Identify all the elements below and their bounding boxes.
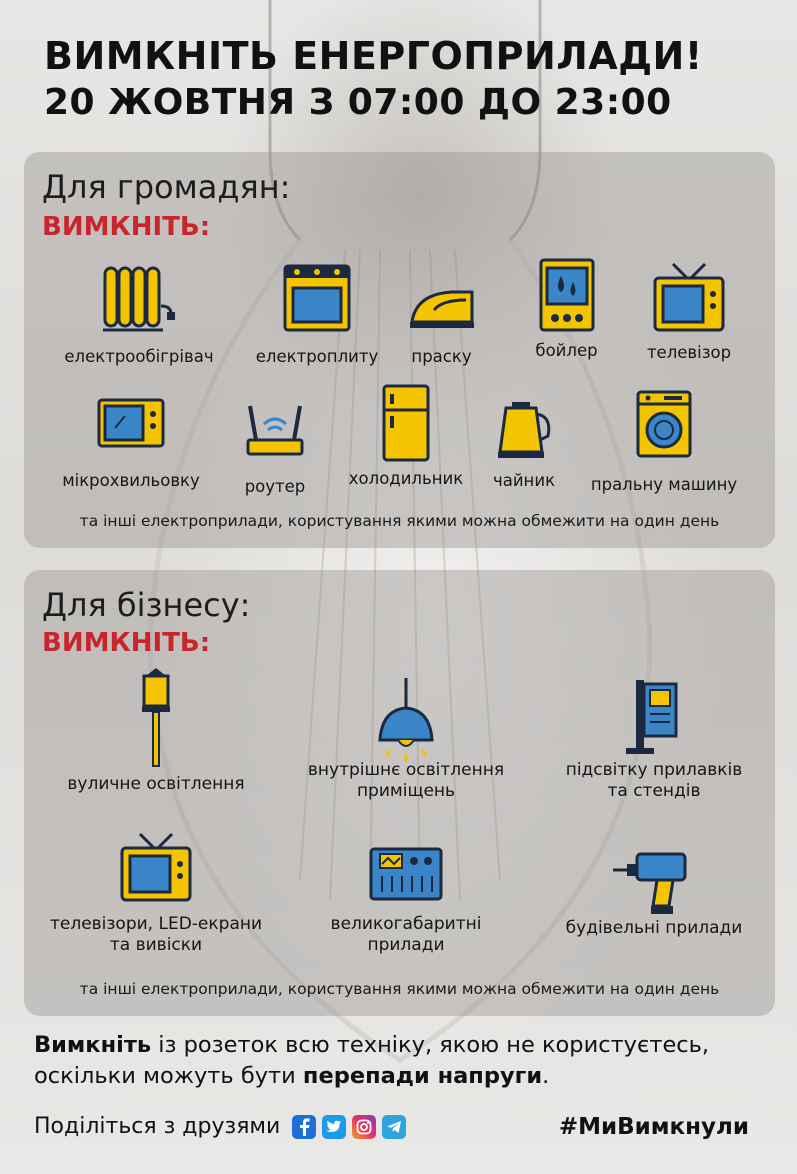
item-label: мікрохвильовку bbox=[62, 471, 200, 490]
warning-line2-end: . bbox=[542, 1063, 550, 1089]
iron-icon bbox=[406, 262, 478, 334]
item-boiler bbox=[514, 256, 619, 361]
item-label: приміщень bbox=[356, 781, 456, 801]
business-panel bbox=[24, 570, 775, 1016]
instagram-icon[interactable] bbox=[352, 1115, 376, 1139]
item-label: роутер bbox=[244, 477, 306, 496]
item-kettle bbox=[479, 396, 569, 491]
item-label: бойлер bbox=[535, 341, 598, 360]
item-street-lamp bbox=[36, 666, 276, 795]
twitter-icon[interactable] bbox=[322, 1115, 346, 1139]
microwave-icon bbox=[95, 392, 167, 452]
item-label: телевізори, LED-екрани bbox=[49, 914, 263, 934]
item-label: та стендів bbox=[607, 781, 701, 801]
radiator-icon bbox=[99, 262, 179, 334]
router-icon bbox=[242, 402, 308, 458]
share-row bbox=[34, 1114, 406, 1139]
citizens-panel bbox=[24, 152, 775, 548]
item-label: праску bbox=[411, 347, 472, 366]
share-label: Поділіться з друзями bbox=[34, 1114, 281, 1139]
warning-line2-bold: перепади напруги bbox=[302, 1063, 543, 1089]
item-iron bbox=[389, 262, 494, 367]
item-drill bbox=[534, 846, 774, 939]
fridge-icon bbox=[380, 382, 432, 462]
business-title: Для бізнесу: bbox=[42, 586, 251, 624]
business-note: та інші електроприлади, користування якими можна обмежити на один день bbox=[79, 980, 720, 998]
item-tv-led bbox=[36, 830, 276, 956]
warning-text bbox=[34, 1030, 774, 1092]
item-label: прилади bbox=[367, 935, 445, 955]
item-label: холодильник bbox=[348, 469, 464, 488]
item-tv bbox=[634, 260, 744, 363]
street-lamp-icon bbox=[136, 666, 176, 770]
item-microwave bbox=[46, 392, 216, 491]
item-label: вуличне освітлення bbox=[67, 774, 245, 794]
stove-icon bbox=[281, 262, 353, 334]
boiler-icon bbox=[535, 256, 599, 334]
citizens-title: Для громадян: bbox=[42, 168, 291, 206]
item-label: внутрішнє освітлення bbox=[307, 760, 505, 780]
drill-icon bbox=[611, 846, 697, 916]
item-washing-machine bbox=[584, 388, 744, 495]
item-label: телевізор bbox=[646, 343, 732, 362]
citizens-action: ВИМКНІТЬ: bbox=[42, 212, 211, 242]
item-radiator bbox=[44, 262, 234, 367]
stand-icon bbox=[622, 676, 686, 756]
item-label: великогабаритні bbox=[330, 914, 482, 934]
business-action: ВИМКНІТЬ: bbox=[42, 628, 211, 658]
item-ceiling-lamp bbox=[286, 678, 526, 802]
item-label: електрообігрівач bbox=[64, 347, 214, 366]
tv-icon bbox=[651, 260, 727, 334]
warning-line2-start: оскільки можуть бути bbox=[34, 1063, 303, 1089]
item-label: пральну машину bbox=[590, 475, 738, 494]
telegram-icon[interactable] bbox=[382, 1115, 406, 1139]
item-fridge bbox=[336, 382, 476, 489]
kettle-icon bbox=[492, 396, 556, 460]
item-control-panel bbox=[286, 846, 526, 956]
item-label: та вивіски bbox=[109, 935, 203, 955]
warning-line1: із розеток всю техніку, якою не користуєтесь, bbox=[151, 1032, 710, 1058]
facebook-icon[interactable] bbox=[292, 1115, 316, 1139]
washing-machine-icon bbox=[634, 388, 694, 460]
item-stand bbox=[534, 676, 774, 802]
item-router bbox=[232, 402, 318, 497]
citizens-note: та інші електроприлади, користування якими можна обмежити на один день bbox=[79, 512, 720, 530]
hashtag: #МиВимкнули bbox=[558, 1114, 749, 1140]
item-stove bbox=[232, 262, 402, 367]
item-label: підсвітку прилавків bbox=[565, 760, 743, 780]
ceiling-lamp-icon bbox=[376, 678, 436, 768]
control-panel-icon bbox=[368, 846, 444, 902]
item-label: електроплиту bbox=[255, 347, 379, 366]
item-label: чайник bbox=[492, 471, 556, 490]
page-subtitle: 20 ЖОВТНЯ З 07:00 ДО 23:00 bbox=[44, 82, 672, 123]
warning-bold: Вимкніть bbox=[34, 1032, 152, 1058]
tv-icon bbox=[118, 830, 194, 904]
item-label: будівельні прилади bbox=[565, 918, 743, 938]
page-title: ВИМКНІТЬ ЕНЕРГОПРИЛАДИ! bbox=[44, 34, 703, 78]
